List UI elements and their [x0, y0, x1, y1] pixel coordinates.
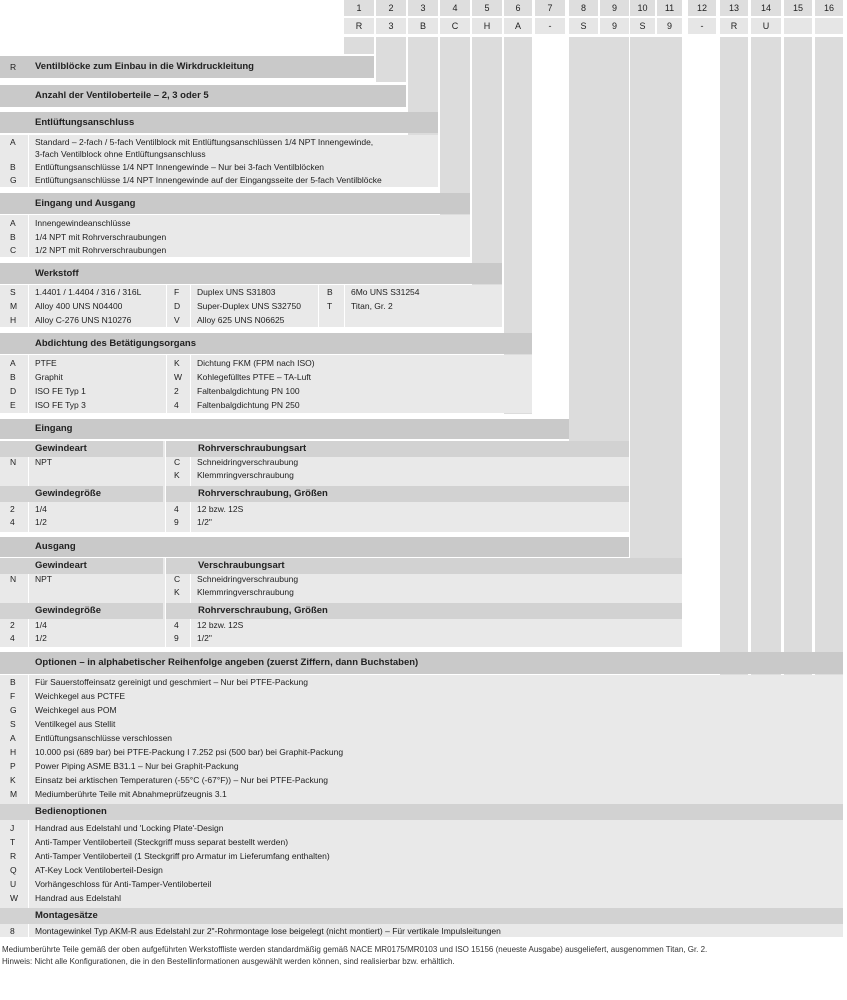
option-code: K — [174, 587, 180, 597]
position-value: A — [504, 18, 532, 34]
option-text: 3-fach Ventilblock ohne Entlüftungsanschluss — [35, 149, 206, 159]
subheader-label: Gewindegröße — [35, 488, 101, 499]
position-value: R — [344, 18, 374, 34]
option-code: T — [10, 837, 16, 847]
divider — [28, 574, 29, 603]
option-text: ISO FE Typ 3 — [35, 400, 86, 410]
section-stem-seal — [0, 333, 532, 354]
divider — [165, 441, 166, 532]
option-code: B — [327, 287, 333, 297]
position-number: 1 — [344, 0, 374, 16]
option-code: 9 — [174, 633, 179, 643]
subheader-mounting-kits — [0, 908, 843, 924]
divider — [28, 285, 29, 327]
option-code: M — [10, 301, 18, 311]
option-text: 10.000 psi (689 bar) bei PTFE-Packung I 7.252 psi (500 bar) bei Graphit-Packung — [35, 747, 344, 757]
section-material — [0, 263, 502, 284]
option-code: D — [174, 301, 181, 311]
option-text: 1/4 — [35, 620, 47, 630]
option-text: Kohlegefülltes PTFE – TA-Luft — [197, 372, 312, 382]
position-value: B — [408, 18, 438, 34]
option-text: Mediumberührte Teile mit Abnahmeprüfzeugnis 3.1 — [35, 789, 227, 799]
option-text: Ventilkegel aus Stellit — [35, 719, 116, 729]
option-text: Alloy 400 UNS N04400 — [35, 301, 123, 311]
section-options — [0, 652, 843, 674]
option-text: Für Sauerstoffeinsatz gereinigt und geschmiert – Nur bei PTFE-Packung — [35, 677, 308, 687]
position-value: H — [472, 18, 502, 34]
subheader-label: Montagesätze — [35, 910, 98, 921]
option-text: 6Mo UNS S31254 — [351, 287, 420, 297]
option-code: C — [174, 457, 181, 467]
section-title: Eingang und Ausgang — [35, 198, 136, 209]
option-text: Titan, Gr. 2 — [351, 301, 393, 311]
divider — [28, 355, 29, 413]
subheader-label: Gewindeart — [35, 560, 87, 571]
section-vent-connection — [0, 112, 438, 133]
option-code: K — [174, 470, 180, 480]
option-code: P — [10, 761, 16, 771]
divider — [166, 355, 167, 413]
position-value: 9 — [657, 18, 682, 34]
option-code: J — [10, 823, 15, 833]
option-code: B — [10, 677, 16, 687]
option-code: N — [10, 457, 17, 467]
position-number: 15 — [784, 0, 812, 16]
option-text: Klemmringverschraubung — [197, 587, 294, 597]
subheader-fitting-size — [166, 603, 682, 619]
option-text: Innengewindeanschlüsse — [35, 218, 131, 228]
option-text: Faltenbalgdichtung PN 250 — [197, 400, 300, 410]
option-code: S — [10, 287, 16, 297]
subheader-thread-type — [0, 441, 163, 457]
subheader-thread-size — [0, 603, 163, 619]
option-text: Super-Duplex UNS S32750 — [197, 301, 301, 311]
option-code: 4 — [174, 620, 179, 630]
option-code: A — [10, 137, 16, 147]
option-code: H — [10, 747, 17, 757]
option-code: 4 — [174, 400, 179, 410]
position-number: 6 — [504, 0, 532, 16]
option-text: Anti-Tamper Ventiloberteil (Steckgriff muss separat bestellt werden) — [35, 837, 289, 847]
option-code: 2 — [174, 386, 179, 396]
divider — [190, 502, 191, 532]
position-value: 9 — [600, 18, 629, 34]
divider — [28, 215, 29, 257]
option-code: U — [10, 879, 17, 889]
divider — [28, 457, 29, 486]
section-title: Eingang — [35, 423, 73, 434]
option-text: Handrad aus Edelstahl und 'Locking Plate'-Design — [35, 823, 224, 833]
subheader-thread-type — [0, 558, 163, 574]
option-text: 1/4 — [35, 504, 47, 514]
position-number: 2 — [376, 0, 406, 16]
option-text: AT-Key Lock Ventiloberteil-Design — [35, 865, 163, 875]
column-strip-1 — [344, 37, 374, 54]
column-strip-2 — [376, 37, 406, 82]
divider — [190, 619, 191, 647]
subheader-operating-options — [0, 804, 843, 820]
position-number: 3 — [408, 0, 438, 16]
option-text: NPT — [35, 457, 52, 467]
subheader-label: Rohrverschraubung, Größen — [198, 488, 328, 499]
option-text: 1/4 NPT mit Rohrverschraubungen — [35, 232, 167, 242]
section-outlet — [0, 537, 629, 557]
section-inlet — [0, 419, 569, 439]
option-text: Power Piping ASME B31.1 – Nur bei Graphit-Packung — [35, 761, 239, 771]
option-code: 4 — [10, 517, 15, 527]
option-text: 1/2" — [197, 633, 212, 643]
option-text: Weichkegel aus POM — [35, 705, 117, 715]
option-text: 12 bzw. 12S — [197, 504, 244, 514]
divider — [318, 285, 319, 327]
divider — [166, 285, 167, 327]
option-text: Entlüftungsanschlüsse 1/4 NPT Innengewinde auf der Eingangsseite der 5-fach Ventilblöcke — [35, 175, 382, 185]
divider — [344, 285, 345, 327]
position-number: 16 — [815, 0, 843, 16]
position-number: 9 — [600, 0, 629, 16]
option-text: Schneidringverschraubung — [197, 457, 299, 467]
option-code: R — [10, 851, 17, 861]
option-text: Dichtung FKM (FPM nach ISO) — [197, 358, 315, 368]
option-text: ISO FE Typ 1 — [35, 386, 86, 396]
option-code: H — [10, 315, 17, 325]
subheader-label: Verschraubungsart — [198, 560, 285, 571]
option-text: Klemmringverschraubung — [197, 470, 294, 480]
position-number: 11 — [657, 0, 682, 16]
section-title: Optionen – in alphabetischer Reihenfolge angeben (zuerst Ziffern, dann Buchstaben) — [35, 657, 419, 668]
section-title: Anzahl der Ventiloberteile – 2, 3 oder 5 — [35, 90, 209, 101]
option-code: A — [10, 733, 16, 743]
option-text: 1/2 — [35, 633, 47, 643]
section-valve-count — [0, 85, 406, 107]
option-text: Faltenbalgdichtung PN 100 — [197, 386, 300, 396]
option-text: Einsatz bei arktischen Temperaturen (-55°C (-67°F)) – Nur bei PTFE-Packung — [35, 775, 328, 785]
position-number: 8 — [569, 0, 598, 16]
footer-note-availability: Hinweis: Nicht alle Konfigurationen, die in den Bestellinformationen ausgewählt werden können, sind realisierbar bzw. erhältlich. — [2, 957, 455, 966]
option-code: A — [10, 358, 16, 368]
option-code: V — [174, 315, 180, 325]
section-title: Ventilblöcke zum Einbau in die Wirkdruckleitung — [35, 61, 254, 72]
option-code: K — [10, 775, 16, 785]
option-text: NPT — [35, 574, 52, 584]
divider — [28, 619, 29, 647]
divider — [190, 285, 191, 327]
option-text: Alloy C-276 UNS N10276 — [35, 315, 132, 325]
option-code: A — [10, 218, 16, 228]
option-text: 1/2" — [197, 517, 212, 527]
subheader-label: Bedienoptionen — [35, 806, 107, 817]
section-title: Ausgang — [35, 541, 76, 552]
option-code: 2 — [10, 620, 15, 630]
option-text: PTFE — [35, 358, 57, 368]
position-value: C — [440, 18, 470, 34]
divider — [28, 135, 29, 187]
section-title: Entlüftungsanschluss — [35, 117, 135, 128]
subheader-label: Rohrverschraubung, Größen — [198, 605, 328, 616]
divider — [190, 355, 191, 413]
option-text: Anti-Tamper Ventiloberteil (1 Steckgriff pro Armatur im Lieferumfang enthalten) — [35, 851, 330, 861]
option-code: M — [10, 789, 18, 799]
subheader-label: Rohrverschraubungsart — [198, 443, 307, 454]
position-value: - — [688, 18, 716, 34]
option-code: Q — [10, 865, 17, 875]
option-text: 1.4401 / 1.4404 / 316 / 316L — [35, 287, 142, 297]
position-value: S — [569, 18, 598, 34]
option-code: 8 — [10, 926, 15, 936]
option-text: Graphit — [35, 372, 63, 382]
subheader-fitting-type — [166, 558, 682, 574]
position-number: 10 — [630, 0, 655, 16]
subheader-fitting-type — [166, 441, 629, 457]
option-code: G — [10, 705, 17, 715]
option-text: 12 bzw. 12S — [197, 620, 244, 630]
divider — [190, 574, 191, 603]
position-value: U — [751, 18, 781, 34]
option-text: Alloy 625 UNS N06625 — [197, 315, 285, 325]
option-text: Entlüftungsanschlüsse 1/4 NPT Innengewinde – Nur bei 3-fach Ventilblöcken — [35, 162, 325, 172]
option-code: F — [174, 287, 180, 297]
option-code: C — [174, 574, 181, 584]
option-code: 9 — [174, 517, 179, 527]
option-code: E — [10, 400, 16, 410]
option-code: 4 — [10, 633, 15, 643]
option-code: D — [10, 386, 17, 396]
option-code: 4 — [174, 504, 179, 514]
option-code: C — [10, 245, 17, 255]
subheader-thread-size — [0, 486, 163, 502]
position-value — [784, 18, 812, 34]
subheader-label: Gewindeart — [35, 443, 87, 454]
option-code: B — [10, 162, 16, 172]
divider — [190, 457, 191, 486]
divider — [28, 502, 29, 532]
option-text: Standard – 2-fach / 5-fach Ventilblock mit Entlüftungsanschlüssen 1/4 NPT Innengewinde, — [35, 137, 374, 147]
option-code: W — [174, 372, 183, 382]
option-code: B — [10, 232, 16, 242]
position-number: 13 — [720, 0, 748, 16]
position-value: S — [630, 18, 655, 34]
option-code: F — [10, 691, 16, 701]
section-title: Abdichtung des Betätigungsorgans — [35, 338, 196, 349]
position-value: R — [720, 18, 748, 34]
section-title: Werkstoff — [35, 268, 79, 279]
option-code: W — [10, 893, 19, 903]
option-text: Entlüftungsanschlüsse verschlossen — [35, 733, 173, 743]
option-code: R — [10, 62, 17, 72]
option-code: S — [10, 719, 16, 729]
option-code: K — [174, 358, 180, 368]
option-code: B — [10, 372, 16, 382]
position-number: 14 — [751, 0, 781, 16]
position-number: 7 — [535, 0, 565, 16]
option-text: Duplex UNS S31803 — [197, 287, 276, 297]
option-text: 1/2 — [35, 517, 47, 527]
position-number: 5 — [472, 0, 502, 16]
position-number: 4 — [440, 0, 470, 16]
position-value: - — [535, 18, 565, 34]
option-code: 2 — [10, 504, 15, 514]
subheader-fitting-size — [166, 486, 629, 502]
option-text: 1/2 NPT mit Rohrverschraubungen — [35, 245, 167, 255]
option-text: Handrad aus Edelstahl — [35, 893, 122, 903]
position-number: 12 — [688, 0, 716, 16]
option-code: N — [10, 574, 17, 584]
position-value — [815, 18, 843, 34]
divider — [165, 558, 166, 647]
option-code: G — [10, 175, 17, 185]
footer-note-nace: Mediumberührte Teile gemäß der oben aufgeführten Werkstoffliste werden standardmäßig gemäß NACE MR0175/MR0103 und ISO 15156 (neueste Ausgabe) ausgeliefert, ausgenommen Titan, Gr. 2. — [2, 945, 708, 954]
position-value: 3 — [376, 18, 406, 34]
column-strip-10-11 — [630, 37, 682, 647]
subheader-label: Gewindegröße — [35, 605, 101, 616]
section-inlet-outlet — [0, 193, 470, 214]
section-valve-block — [0, 56, 374, 78]
option-text: Montagewinkel Typ AKM-R aus Edelstahl zur 2"-Rohrmontage lose beigelegt (nicht montiert) – Für vertikale Impulsleitungen — [35, 926, 501, 936]
option-text: Schneidringverschraubung — [197, 574, 299, 584]
option-text: Vorhängeschloss für Anti-Tamper-Ventiloberteil — [35, 879, 212, 889]
option-code: T — [327, 301, 333, 311]
option-text: Weichkegel aus PCTFE — [35, 691, 126, 701]
